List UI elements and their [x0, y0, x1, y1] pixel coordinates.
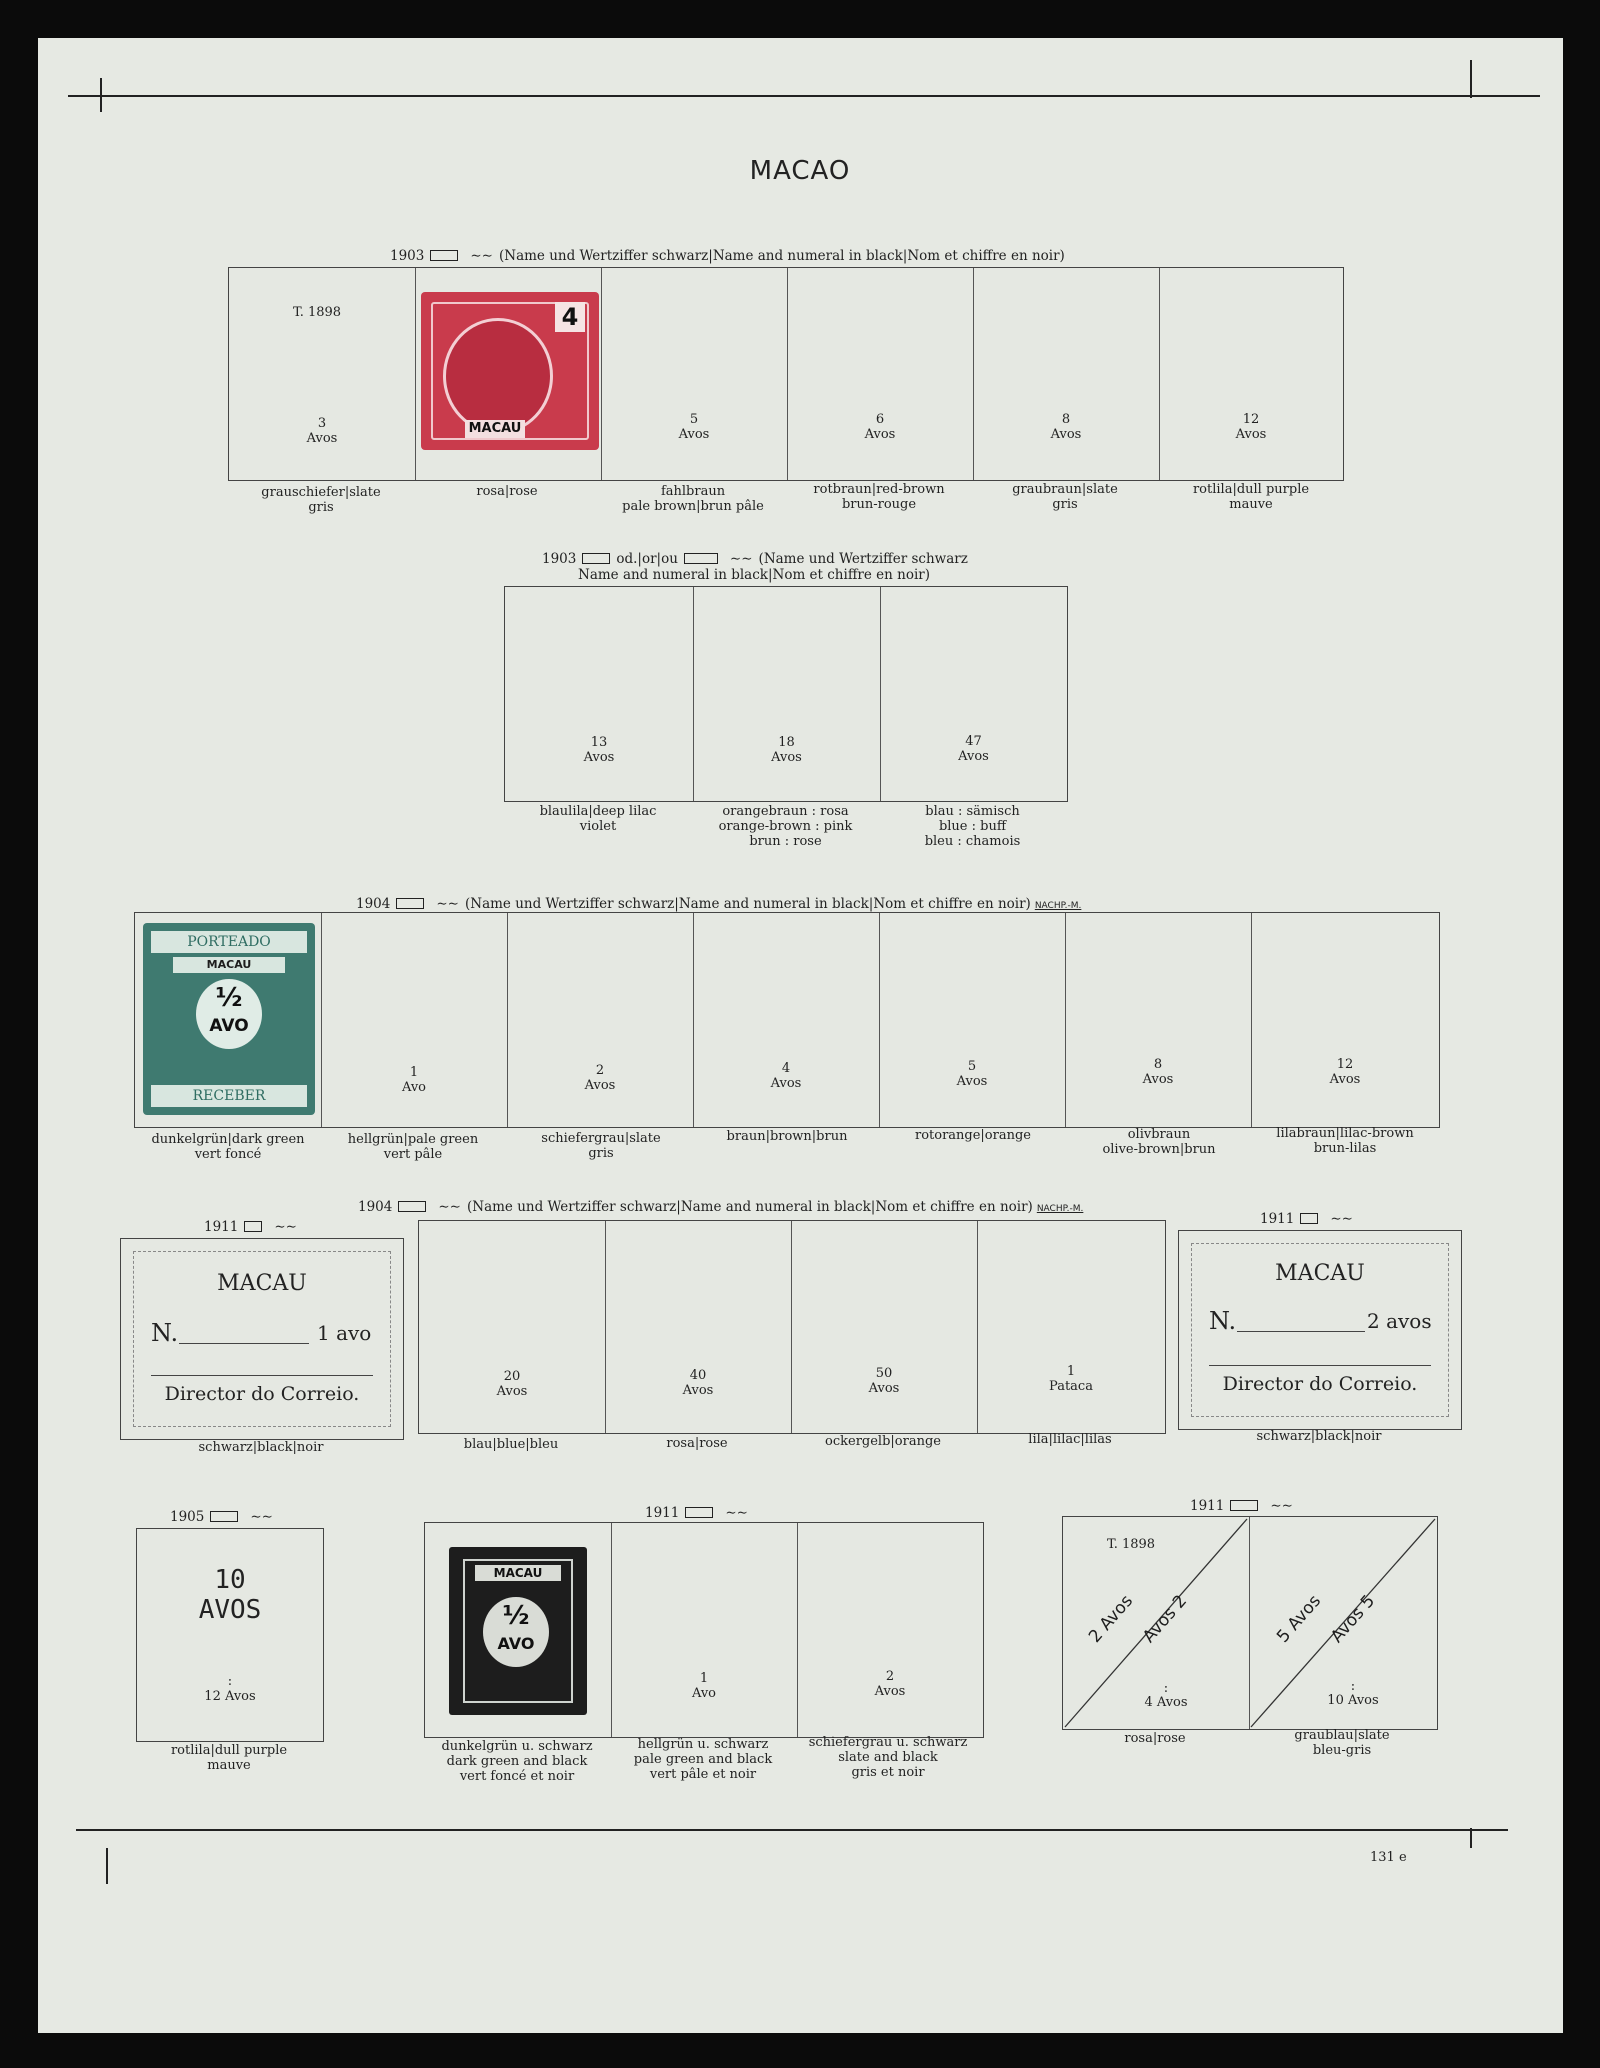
- slot-value: 2: [595, 1063, 605, 1078]
- card-number-line: [1237, 1331, 1365, 1332]
- slot-value: 5: [689, 412, 699, 427]
- row5-right-caption-2: graublau|slate bleu-gris: [1294, 1728, 1390, 1758]
- row2-stamp-frame: [504, 586, 1068, 802]
- row2-caption-3: blau : sämisch blue : buff bleu : chamois: [924, 804, 1021, 849]
- row4-caption-1: blau|blue|bleu: [463, 1437, 559, 1452]
- row5-mid-header: [645, 1505, 754, 1521]
- bottom-rule: [76, 1829, 1508, 1831]
- row1-caption-2: rosa|rose: [476, 484, 538, 499]
- row4-caption-3: ockergelb|orange: [825, 1434, 941, 1449]
- row5-left-header: [170, 1509, 279, 1525]
- slot-unit: Avos: [1050, 427, 1082, 442]
- slot-unit: Avos: [958, 749, 989, 764]
- slot-unit: Avos: [496, 1384, 528, 1399]
- stamp-value-circle: [483, 1597, 549, 1667]
- slot-value: 8: [1153, 1057, 1163, 1072]
- row4-stamp-frame: [418, 1220, 1166, 1434]
- portrait-oval: [443, 318, 553, 434]
- row2-header-line2: Name and numeral in black|Nom et chiffre en noir): [578, 567, 930, 583]
- perforation-symbol-icon: [1230, 1500, 1258, 1511]
- card-country: MACAU: [1275, 1261, 1365, 1286]
- row1-header: [390, 248, 1065, 264]
- row1-year: 1903: [390, 248, 425, 264]
- row5-mid-frame: [424, 1522, 984, 1738]
- perforation-symbol-icon: [582, 553, 610, 564]
- slot-value: 5: [967, 1059, 977, 1074]
- slot-value: 40: [689, 1368, 707, 1383]
- slot-unit: Avos: [864, 427, 896, 442]
- row5-left-caption: rotlila|dull purple mauve: [170, 1743, 288, 1773]
- row1-caption-1: grauschiefer|slate gris: [261, 485, 381, 515]
- slot-value: 1: [699, 1671, 709, 1686]
- page-number: 131 e: [1370, 1850, 1407, 1865]
- diagonal-text-1: 2 Avos: [1085, 1591, 1138, 1647]
- diagonal-text-2: Avos 5: [1327, 1591, 1380, 1647]
- page-title: MACAO: [749, 156, 851, 186]
- top-rule: [68, 95, 1540, 97]
- card-director: Director do Correio.: [1222, 1373, 1418, 1395]
- slot-value: 12: [1336, 1057, 1354, 1072]
- card-sign-line: [151, 1375, 373, 1376]
- row5-right-header: [1190, 1498, 1299, 1514]
- row2-caption-2: orangebraun : rosa orange-brown : pink brun : rose: [718, 804, 853, 849]
- slot-value: 20: [503, 1369, 521, 1384]
- stamp-unit: AVO: [209, 1016, 249, 1036]
- slot-unit: Avos: [868, 1381, 900, 1396]
- row3-header: [356, 896, 1081, 912]
- row1-slot-3: [601, 268, 788, 480]
- stamp-unit: AVO: [497, 1634, 535, 1653]
- right-card-header: [1260, 1211, 1359, 1227]
- slot-unit: Avo: [401, 1080, 427, 1095]
- row1-slot-4: [787, 268, 974, 480]
- slot-unit: Avos: [584, 1078, 616, 1093]
- slot-unit: Avos: [770, 1076, 802, 1091]
- row5-right-year: 1911: [1190, 1498, 1225, 1514]
- row1-slot-5: [973, 268, 1160, 480]
- watermark-wave-icon: ∼∼: [470, 248, 493, 264]
- row5-right-frame: [1062, 1516, 1438, 1730]
- perforation-symbol-icon: [244, 1221, 262, 1232]
- stamp-denomination: 4: [555, 302, 585, 332]
- row5-mid-slot-2: [611, 1523, 798, 1737]
- perforation-symbol-icon: [398, 1201, 426, 1212]
- row5-left-year: 1905: [170, 1509, 205, 1525]
- left-rule-top: [100, 78, 102, 112]
- type-reference: T. 1898: [292, 305, 342, 320]
- slot-value: 4: [781, 1061, 791, 1076]
- perforation-symbol-icon: [430, 250, 458, 261]
- slot-unit: Avos: [583, 750, 615, 765]
- row4-slot-3: [791, 1221, 978, 1433]
- watermark-wave-icon: ∼∼: [1270, 1498, 1293, 1514]
- row3-caption-6: olivbraun olive-brown|brun: [1102, 1127, 1216, 1157]
- postage-due-tag: NACHP.-M.: [1036, 1204, 1084, 1214]
- row4-slot-2: [605, 1221, 792, 1433]
- slot-unit: Avos: [306, 431, 338, 446]
- row2-header-tail: (Name und Wertziffer schwarz: [758, 551, 968, 567]
- colon-mark: :: [227, 1674, 233, 1689]
- slot-value: 1: [1066, 1364, 1076, 1379]
- right-card-caption: schwarz|black|noir: [1256, 1429, 1382, 1444]
- card-no-label: N.: [151, 1319, 179, 1347]
- row3-slot-1: [135, 913, 322, 1127]
- slot-value: 6: [875, 412, 885, 427]
- perforation-symbol-icon: [1300, 1213, 1318, 1224]
- card-value: 2 avos: [1367, 1309, 1432, 1333]
- black-postage-due-stamp: [449, 1547, 587, 1715]
- card-director: Director do Correio.: [164, 1383, 360, 1405]
- row4-header: [358, 1199, 1083, 1215]
- row1-header-text: (Name und Wertziffer schwarz|Name and numeral in black|Nom et chiffre en noir): [498, 248, 1065, 264]
- row3-caption-7: lilabraun|lilac-brown brun-lilas: [1276, 1126, 1414, 1156]
- stamp-top-text: PORTEADO: [151, 931, 307, 953]
- left-card-header: [204, 1219, 303, 1235]
- row4-year: 1904: [358, 1199, 393, 1215]
- row3-slot-5: [879, 913, 1066, 1127]
- right-card-2-avos: [1178, 1230, 1462, 1430]
- surcharge-big-unit: AVOS: [198, 1595, 262, 1625]
- row5-right-slot-2: [1249, 1517, 1437, 1729]
- row1-caption-6: rotlila|dull purple mauve: [1192, 482, 1310, 512]
- perforation-symbol-icon: [685, 1507, 713, 1518]
- stamp-country: MACAU: [173, 957, 285, 973]
- watermark-wave-icon: ∼∼: [250, 1509, 273, 1525]
- slot-value: 3: [317, 416, 327, 431]
- right-rule-top: [1470, 60, 1472, 98]
- slot-value: 47: [965, 734, 982, 749]
- row4-caption-2: rosa|rose: [666, 1436, 728, 1451]
- left-rule-bottom: [106, 1848, 108, 1884]
- slot-unit: Avos: [678, 427, 710, 442]
- row1-slot-2: [415, 268, 602, 480]
- slot-sub-value: 10 Avos: [1327, 1693, 1379, 1708]
- row3-year: 1904: [356, 896, 391, 912]
- red-stamp-king-carlos: [421, 292, 599, 450]
- stamp-value: ½: [502, 1601, 530, 1631]
- postage-due-tag: NACHP.-M.: [1034, 901, 1082, 911]
- row3-slot-3: [507, 913, 694, 1127]
- row5-right-caption-1: rosa|rose: [1124, 1731, 1186, 1746]
- row1-caption-5: graubraun|slate gris: [1012, 482, 1118, 512]
- left-card-caption: schwarz|black|noir: [198, 1440, 324, 1455]
- row3-caption-4: braun|brown|brun: [726, 1129, 848, 1144]
- row2-year: 1903: [542, 551, 577, 567]
- row2-slot-3: [880, 587, 1067, 801]
- row2-caption-1: blaulila|deep lilac violet: [539, 804, 657, 834]
- row2-slot-2: [693, 587, 881, 801]
- row5-mid-caption-2: hellgrün u. schwarz pale green and black vert pâle et noir: [633, 1737, 773, 1782]
- diagonal-text-1: 5 Avos: [1273, 1591, 1326, 1647]
- perforation-symbol-icon: [210, 1511, 238, 1522]
- row4-caption-4: lila|lilac|lilas: [1028, 1432, 1112, 1447]
- row1-slot-6: [1159, 268, 1343, 480]
- row2-slot-1: [505, 587, 694, 801]
- card-value: 1 avo: [317, 1321, 372, 1345]
- row3-slot-4: [693, 913, 880, 1127]
- slot-sub-value: 12 Avos: [204, 1689, 256, 1704]
- row3-caption-2: hellgrün|pale green vert pâle: [347, 1132, 479, 1162]
- row2-or-text: od.|or|ou: [616, 551, 678, 567]
- card-number-line: [179, 1343, 309, 1344]
- slot-unit: Avos: [771, 750, 802, 765]
- perforation-symbol-icon: [396, 898, 424, 909]
- stamp-country: MACAU: [475, 1565, 561, 1581]
- row3-stamp-frame: [134, 912, 1440, 1128]
- row1-stamp-frame: [228, 267, 1344, 481]
- card-country: MACAU: [217, 1271, 307, 1296]
- watermark-wave-icon: ∼∼: [725, 1505, 748, 1521]
- row3-slot-6: [1065, 913, 1252, 1127]
- row4-slot-4: [977, 1221, 1165, 1433]
- watermark-wave-icon: ∼∼: [436, 896, 459, 912]
- row5-mid-slot-3: [797, 1523, 983, 1737]
- row3-caption-5: rotorange|orange: [914, 1128, 1031, 1143]
- row3-slot-7: [1251, 913, 1439, 1127]
- row5-mid-caption-3: schiefergrau u. schwarz slate and black gris et noir: [808, 1735, 968, 1780]
- slot-unit: Avos: [682, 1383, 714, 1398]
- row1-caption-4: rotbraun|red-brown brun-rouge: [813, 482, 945, 512]
- slot-unit: Pataca: [1049, 1379, 1093, 1394]
- colon-mark: :: [1163, 1681, 1169, 1696]
- row5-left-frame: [136, 1528, 324, 1742]
- row5-mid-year: 1911: [645, 1505, 680, 1521]
- row1-caption-3: fahlbraun pale brown|brun pâle: [622, 484, 764, 514]
- row5-right-slot-1: [1063, 1517, 1250, 1729]
- stamp-bottom-text: RECEBER: [151, 1085, 307, 1107]
- left-card-1-avo: [120, 1238, 404, 1440]
- row1-slot-1: [229, 268, 416, 480]
- slot-unit: Avos: [1142, 1072, 1174, 1087]
- left-card-year: 1911: [204, 1219, 239, 1235]
- slot-unit: Avos: [874, 1684, 906, 1699]
- watermark-wave-icon: ∼∼: [1330, 1211, 1353, 1227]
- slot-unit: Avos: [1329, 1072, 1361, 1087]
- slot-unit: Avos: [1235, 427, 1267, 442]
- slot-value: 13: [590, 735, 608, 750]
- watermark-wave-icon: ∼∼: [729, 551, 753, 567]
- slot-sub-value: 4 Avos: [1144, 1695, 1188, 1710]
- right-card-year: 1911: [1260, 1211, 1295, 1227]
- card-sign-line: [1209, 1365, 1431, 1366]
- slot-value: 1: [409, 1065, 419, 1080]
- card-no-label: N.: [1209, 1307, 1237, 1335]
- row3-caption-1: dunkelgrün|dark green vert foncé: [151, 1132, 305, 1162]
- row4-header-text: (Name und Wertziffer schwarz|Name and numeral in black|Nom et chiffre en noir): [466, 1199, 1033, 1215]
- perforation-alt-symbol-icon: [684, 553, 718, 564]
- row3-header-text: (Name und Wertziffer schwarz|Name and numeral in black|Nom et chiffre en noir): [464, 896, 1031, 912]
- green-postage-due-stamp: [143, 923, 315, 1115]
- slot-value: 12: [1242, 412, 1260, 427]
- slot-value: 18: [778, 735, 795, 750]
- row3-slot-2: [321, 913, 508, 1127]
- colon-mark: :: [1350, 1679, 1356, 1694]
- watermark-wave-icon: ∼∼: [274, 1219, 297, 1235]
- stamp-value: ½: [215, 983, 243, 1013]
- slot-value: 8: [1061, 412, 1071, 427]
- stamp-overprint-name: MACAU: [465, 420, 525, 438]
- row4-slot-1: [419, 1221, 606, 1433]
- surcharge-big-value: 10: [214, 1565, 246, 1595]
- row2-header-line1: [542, 551, 968, 567]
- row5-mid-slot-1: [425, 1523, 612, 1737]
- slot-unit: Avos: [956, 1074, 988, 1089]
- stamp-value-circle: [196, 979, 262, 1049]
- right-rule-bottom: [1470, 1828, 1472, 1848]
- slot-value: 2: [885, 1669, 895, 1684]
- watermark-wave-icon: ∼∼: [438, 1199, 461, 1215]
- row3-caption-3: schiefergrau|slate gris: [541, 1131, 661, 1161]
- row5-mid-caption-1: dunkelgrün u. schwarz dark green and black vert foncé et noir: [441, 1739, 593, 1784]
- slot-unit: Avo: [691, 1686, 717, 1701]
- type-reference: T. 1898: [1106, 1537, 1156, 1552]
- slot-value: 50: [875, 1366, 893, 1381]
- diagonal-text-2: Avos 2: [1139, 1591, 1192, 1647]
